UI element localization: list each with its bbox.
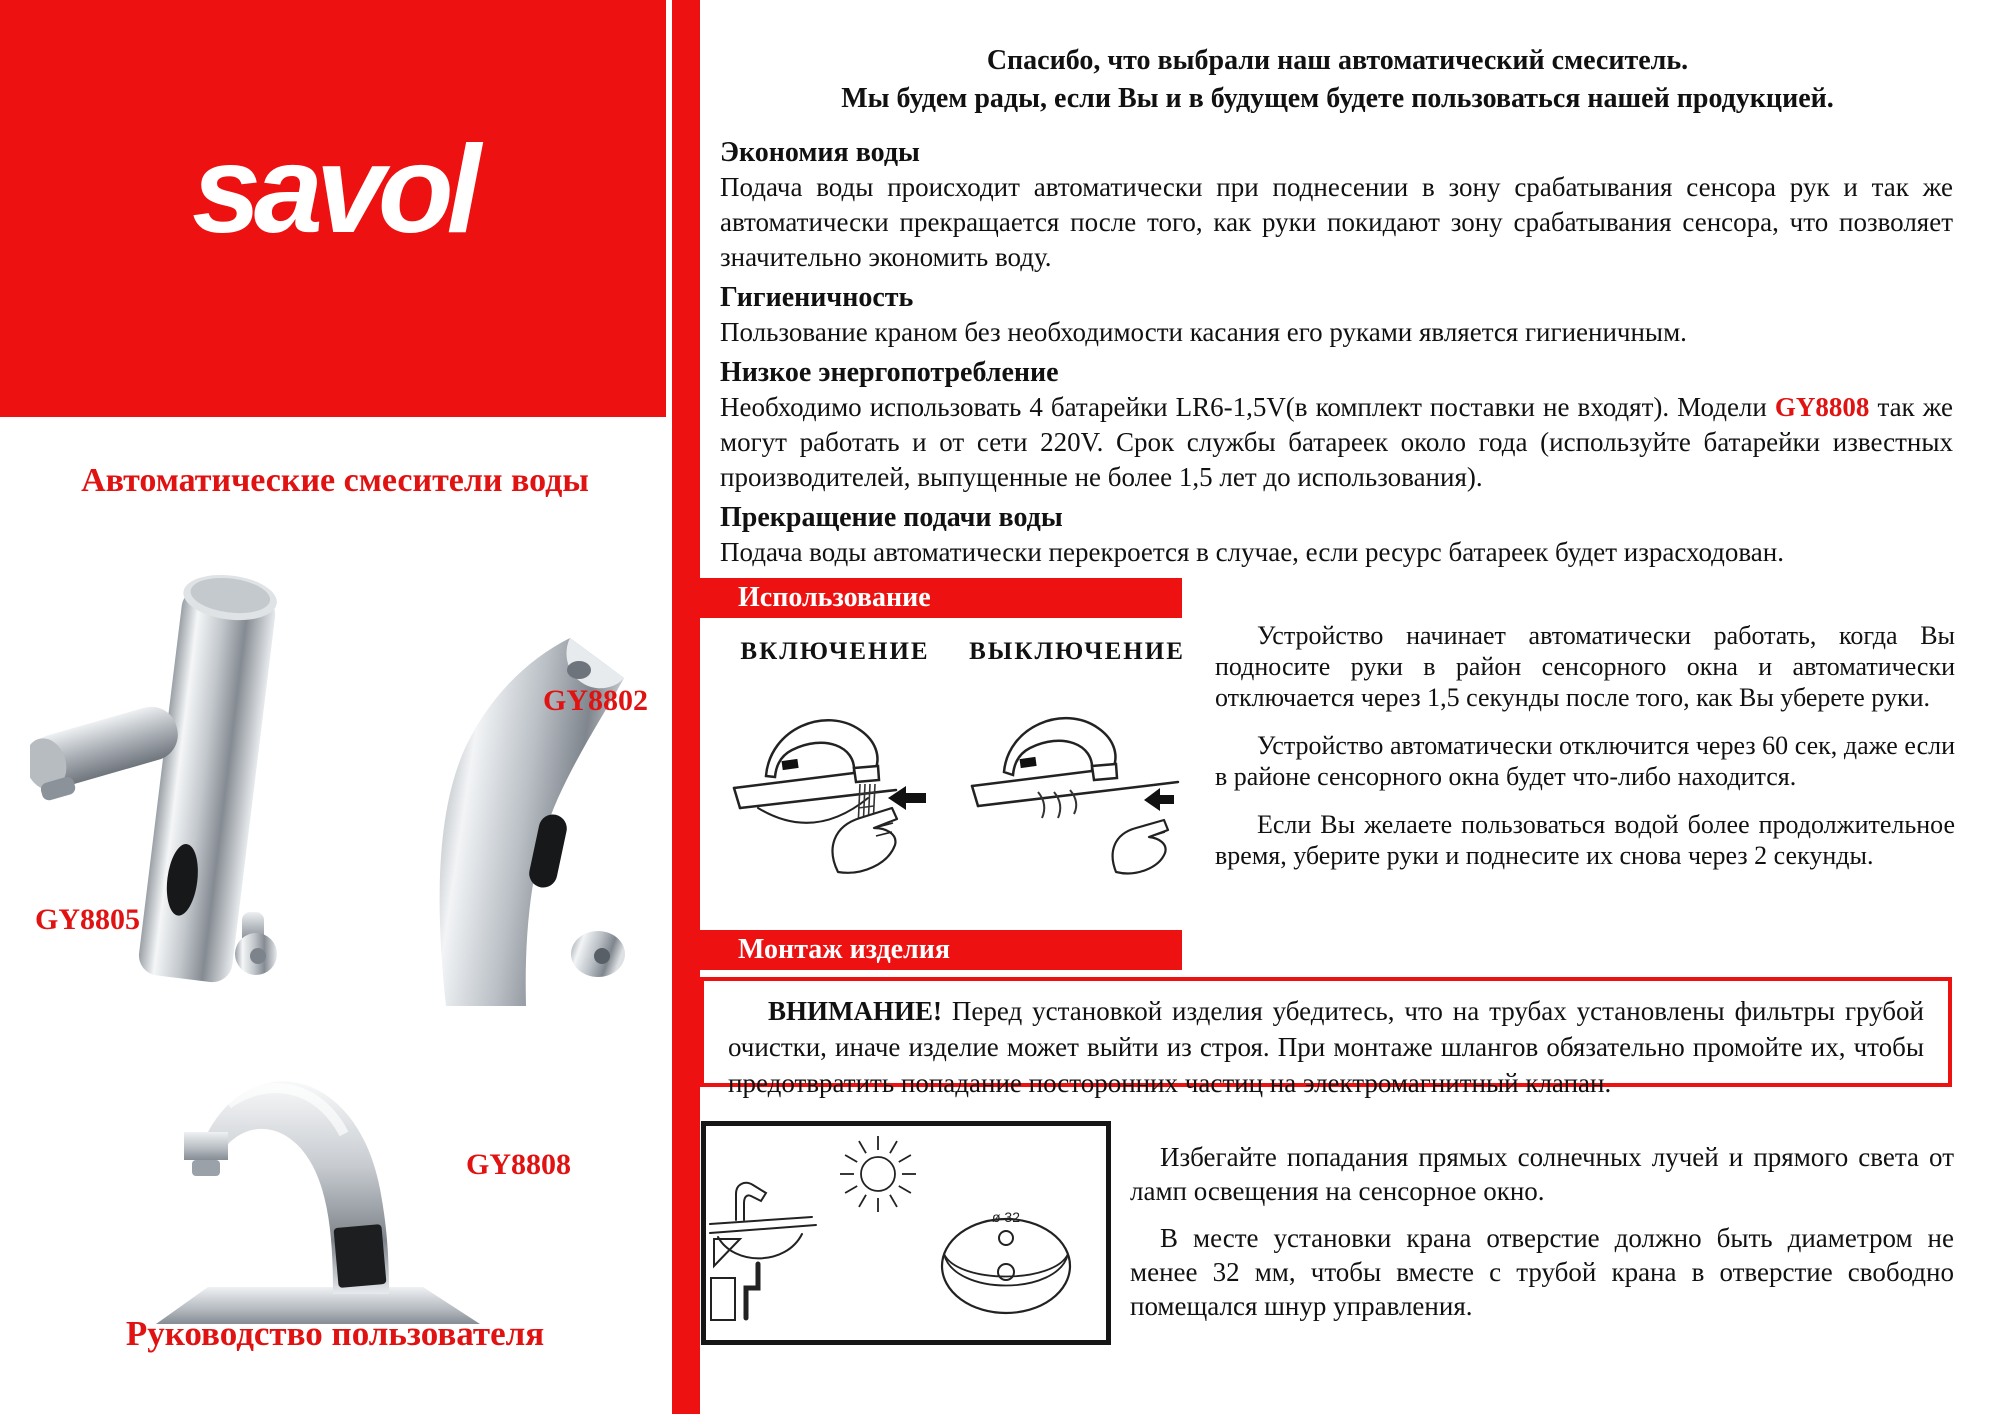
page-title: Автоматические смесители воды (81, 462, 589, 499)
sun-icon (840, 1136, 916, 1212)
montage-section-banner: Монтаж изделия (700, 930, 1182, 970)
model-label-gy8802: GY8802 (543, 684, 648, 717)
hand-under-stream (833, 808, 897, 873)
figure-turn-on (722, 638, 948, 886)
divider-stripe (672, 0, 700, 1414)
faucet-on-figure (726, 676, 944, 881)
warning-box (700, 977, 1952, 1098)
low-power-text-before: Необходимо использовать 4 батарейки LR6-1,5V(в комплект поставки не входят). Модели (720, 392, 1775, 422)
model-label-gy8808: GY8808 (466, 1148, 571, 1181)
installation-notes (1130, 1140, 1954, 1336)
faucet-photo-gy8802 (298, 566, 643, 1006)
installation-figure (701, 1121, 1111, 1345)
intro-line-2: Мы будем рады, если Вы и в будущем будете пользоваться нашей продукцией. (841, 83, 1834, 114)
warning-text (728, 993, 1924, 1101)
install-note-1: Избегайте попадания прямых солнечных лучей и прямого света от ламп освещения на сенсорное окно. (1130, 1142, 1954, 1206)
hand-moving-away (1113, 820, 1168, 873)
section-hygiene-body: Пользование краном без необходимости касания его руками является гигиеничным. (720, 317, 1687, 347)
usage-description (1215, 620, 1955, 888)
sink-top-view (942, 1219, 1070, 1313)
usage-figures (722, 638, 1190, 886)
faucet-photo-gy8808 (88, 984, 523, 1339)
usage-section-banner: Использование (700, 578, 1182, 618)
hole-diameter-label: ø 32 (991, 1209, 1021, 1225)
sink-side-view (710, 1183, 816, 1320)
install-note-2: В месте установки крана отверстие должно быть диаметром не менее 32 мм, чтобы вместе с трубой крана в отверстие свободно помещался шнур управления. (1130, 1223, 1954, 1321)
arrow-away (1144, 788, 1174, 811)
section-water-saving-heading: Экономия воды (720, 137, 920, 168)
user-guide-title: Руководство пользователя (125, 1314, 545, 1353)
installation-diagram (706, 1126, 1106, 1340)
figure-turn-off (964, 638, 1190, 886)
intro-heading (720, 42, 1955, 118)
brand-logo: savol (191, 121, 475, 259)
turn-off-label: ВЫКЛЮЧЕНИЕ (969, 638, 1185, 665)
section-water-stop-heading: Прекращение подачи воды (720, 502, 1063, 533)
model-label-gy8805: GY8805 (35, 903, 140, 936)
faucet-off-figure (968, 676, 1186, 881)
low-power-model-ref: GY8808 (1774, 392, 1870, 422)
usage-paragraph-2: Устройство автоматически отключится через 60 сек, даже если в районе сенсорного окна будет что-либо находится. (1215, 731, 1955, 791)
section-water-stop-body: Подача воды автоматически перекроется в случае, если ресурс батареек будет израсходован. (720, 537, 1784, 567)
section-hygiene-heading: Гигиеничность (720, 282, 914, 313)
turn-on-label: ВКЛЮЧЕНИЕ (740, 638, 930, 665)
intro-line-1: Спасибо, что выбрали наш автоматический смеситель. (986, 45, 1689, 76)
section-low-power-body (720, 390, 1953, 495)
usage-paragraph-3: Если Вы желаете пользоваться водой более продолжительное время, уберите руки и поднесите их снова через 2 секунды. (1215, 810, 1955, 870)
section-low-power-heading: Низкое энергопотребление (720, 357, 1059, 388)
feature-sections (720, 138, 1953, 578)
usage-paragraph-1: Устройство начинает автоматически работать, когда Вы подносите руки в район сенсорного окна и автоматически отключается через 1,5 секунды после того, как Вы уберете руки. (1215, 621, 1955, 712)
warning-body: Перед установкой изделия убедитесь, что на трубах установлены фильтры грубой очистки, иначе изделие может выйти из строя. При монтаже шлангов обязательно промойте их, чтобы предотвратить попадание посторонних частиц на электромагнитный клапан. (728, 996, 1924, 1098)
low-power-text-after: так же могут работать и от сети 220V. Срок службы батареек около года (используйте батарейки известных производителей, выпущенные не более 1,5 лет до использования). (720, 392, 1954, 492)
section-water-saving-body: Подача воды происходит автоматически при поднесении в зону срабатывания сенсора рук и так же автоматически прекращается после того, как руки покидают зону срабатывания сенсора, что позволяет значительно экономить воду. (720, 172, 1953, 272)
warning-title: ВНИМАНИЕ! (768, 996, 942, 1026)
